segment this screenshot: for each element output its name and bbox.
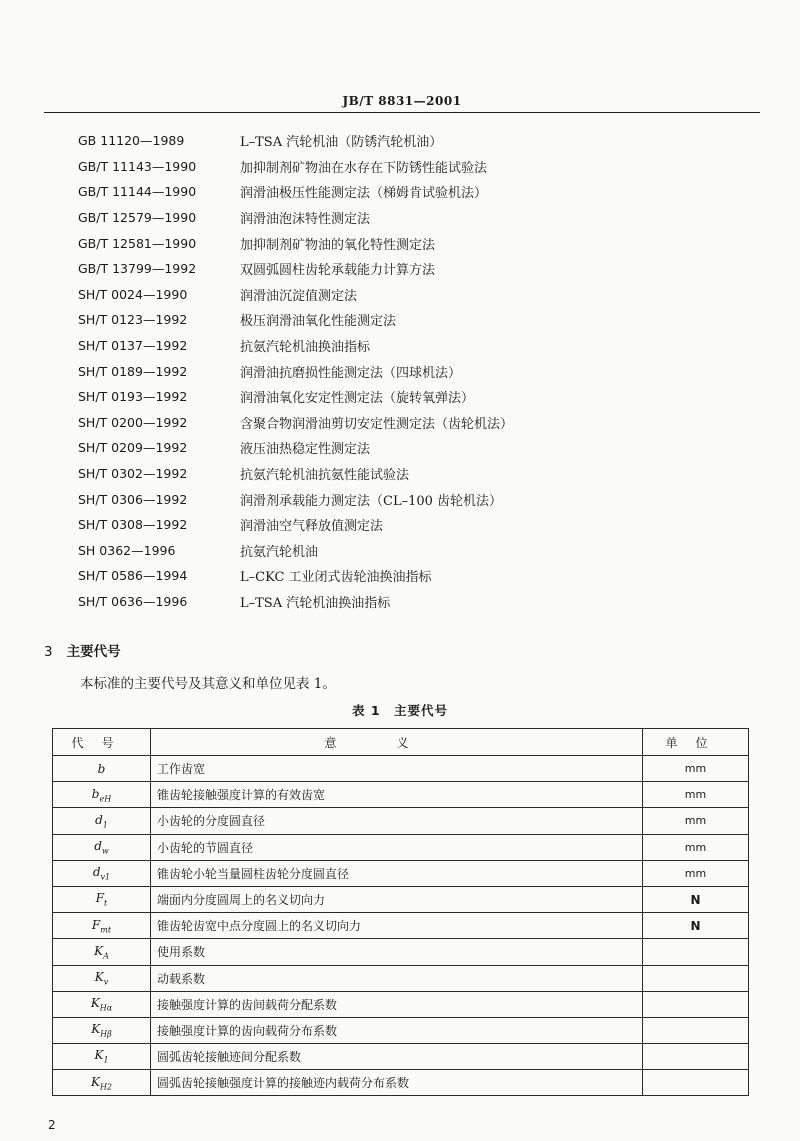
symbol-cell xyxy=(53,1070,151,1096)
reference-title: 润滑油空气释放值测定法 xyxy=(240,519,384,535)
reference-item xyxy=(78,205,758,231)
reference-item xyxy=(78,589,758,615)
unit-cell: N xyxy=(643,913,749,939)
symbol-subscript: eH xyxy=(99,793,112,803)
table-caption: 表 1 主要代号 xyxy=(351,703,449,718)
table-row xyxy=(53,939,749,965)
normative-references-list xyxy=(78,128,758,614)
symbol-letter: d xyxy=(95,812,103,827)
reference-title: 加抑制剂矿物油在水存在下防锈性能试验法 xyxy=(240,160,488,176)
reference-item xyxy=(78,256,758,282)
symbol-letter: K xyxy=(94,943,104,958)
symbol-subscript: Hα xyxy=(99,1003,113,1013)
unit-cell: N xyxy=(643,886,749,912)
meaning-cell: 小齿轮的节圆直径 xyxy=(151,834,643,860)
symbols-table xyxy=(52,728,749,1096)
reference-code: SH/T 0306—1992 xyxy=(78,491,188,507)
reference-item xyxy=(78,563,758,589)
reference-item xyxy=(78,282,758,308)
reference-item xyxy=(78,435,758,461)
reference-code: GB/T 11143—1990 xyxy=(78,158,197,174)
meaning-cell: 端面内分度圆周上的名义切向力 xyxy=(151,886,643,912)
reference-code: SH/T 0302—1992 xyxy=(78,466,188,482)
reference-code: GB/T 12581—1990 xyxy=(78,235,197,251)
page-number: 2 xyxy=(48,1118,56,1132)
reference-title: L–TSA 汽轮机油（防锈汽轮机油） xyxy=(240,135,443,151)
symbol-cell xyxy=(53,913,151,939)
symbol-subscript: A xyxy=(103,951,109,961)
reference-title: L–CKC 工业闭式齿轮油换油指标 xyxy=(240,570,432,586)
table-header-row xyxy=(53,729,749,756)
reference-code: GB/T 12579—1990 xyxy=(78,210,197,226)
section-title: 主要代号 xyxy=(66,644,121,660)
symbol-letter: b xyxy=(91,786,100,801)
unit-cell xyxy=(643,1017,749,1043)
unit-cell xyxy=(643,1044,749,1070)
symbol-subscript: mt xyxy=(100,924,112,934)
header-meaning: 意义 xyxy=(151,729,643,756)
reference-title: 抗氨汽轮机油换油指标 xyxy=(240,340,371,356)
unit-cell xyxy=(643,991,749,1017)
reference-code: SH/T 0193—1992 xyxy=(78,389,188,405)
table-row xyxy=(53,1070,749,1096)
symbol-letter: K xyxy=(91,1022,101,1037)
reference-title: 加抑制剂矿物油的氧化特性测定法 xyxy=(240,237,436,253)
symbol-subscript: Hβ xyxy=(100,1029,112,1039)
reference-code: SH 0362—1996 xyxy=(78,542,176,558)
section-heading xyxy=(44,640,121,660)
table-row xyxy=(53,965,749,991)
table-row xyxy=(53,834,749,860)
symbol-cell xyxy=(53,886,151,912)
unit-cell: mm xyxy=(643,808,749,834)
reference-item xyxy=(78,230,758,256)
symbol-cell xyxy=(53,965,151,991)
reference-title: 抗氨汽轮机油抗氨性能试验法 xyxy=(240,468,410,484)
reference-title: 极压润滑油氧化性能测定法 xyxy=(240,314,397,330)
reference-item xyxy=(78,333,758,359)
reference-item xyxy=(78,358,758,384)
reference-title: L–TSA 汽轮机油换油指标 xyxy=(240,595,391,611)
reference-code: SH/T 0200—1992 xyxy=(78,414,188,430)
meaning-cell: 锥齿轮接触强度计算的有效齿宽 xyxy=(151,782,643,808)
section-number: 3 xyxy=(44,644,53,660)
reference-item xyxy=(78,154,758,180)
reference-title: 润滑油氧化安定性测定法（旋转氧弹法） xyxy=(240,391,475,407)
meaning-cell: 接触强度计算的齿向载荷分布系数 xyxy=(151,1017,643,1043)
table-row xyxy=(53,808,749,834)
unit-cell xyxy=(643,965,749,991)
symbol-cell xyxy=(53,782,151,808)
symbol-letter: K xyxy=(94,1048,104,1063)
reference-title: 润滑剂承载能力测定法（CL–100 齿轮机法） xyxy=(240,493,503,509)
reference-code: GB 11120—1989 xyxy=(78,133,185,149)
reference-title: 润滑油沉淀值测定法 xyxy=(240,288,358,304)
reference-code: SH/T 0308—1992 xyxy=(78,517,188,533)
reference-item xyxy=(78,307,758,333)
symbol-letter: K xyxy=(90,1074,100,1089)
unit-cell xyxy=(643,1070,749,1096)
symbol-cell xyxy=(53,756,151,782)
reference-code: SH/T 0024—1990 xyxy=(78,286,188,302)
intro-paragraph: 本标准的主要代号及其意义和单位见表 1。 xyxy=(80,676,336,692)
reference-item xyxy=(78,512,758,538)
symbol-letter: K xyxy=(90,996,100,1011)
reference-title: 润滑油极压性能测定法（梯姆肯试验机法） xyxy=(240,186,488,202)
meaning-cell: 动载系数 xyxy=(151,965,643,991)
symbol-cell xyxy=(53,860,151,886)
meaning-cell: 使用系数 xyxy=(151,939,643,965)
unit-cell: mm xyxy=(643,782,749,808)
reference-item xyxy=(78,128,758,154)
running-header: JB/T 8831—2001 xyxy=(342,94,462,108)
symbol-subscript: 1 xyxy=(103,1055,109,1065)
table-row xyxy=(53,886,749,912)
symbol-letter: K xyxy=(94,969,104,984)
reference-code: GB/T 13799—1992 xyxy=(78,261,197,277)
table-row xyxy=(53,1044,749,1070)
symbol-subscript: 1 xyxy=(102,820,108,830)
reference-title: 润滑油抗磨损性能测定法（四球机法） xyxy=(240,365,462,381)
symbol-cell xyxy=(53,1017,151,1043)
unit-cell: mm xyxy=(643,834,749,860)
reference-code: SH/T 0137—1992 xyxy=(78,338,188,354)
reference-code: SH/T 0189—1992 xyxy=(78,363,188,379)
symbol-cell xyxy=(53,1044,151,1070)
symbol-letter: d xyxy=(92,865,101,880)
meaning-cell: 锥齿轮齿宽中点分度圆上的名义切向力 xyxy=(151,913,643,939)
reference-title: 抗氨汽轮机油 xyxy=(240,544,319,560)
header-symbol: 代号 xyxy=(53,729,151,756)
meaning-cell: 圆弧齿轮接触强度计算的接触迹内载荷分布系数 xyxy=(151,1070,643,1096)
symbol-subscript: v xyxy=(103,977,109,987)
reference-title: 液压油热稳定性测定法 xyxy=(240,442,371,458)
meaning-cell: 工作齿宽 xyxy=(151,756,643,782)
symbol-cell xyxy=(53,991,151,1017)
reference-item xyxy=(78,384,758,410)
symbol-cell xyxy=(53,808,151,834)
reference-code: GB/T 11144—1990 xyxy=(78,184,197,200)
reference-item xyxy=(78,461,758,487)
header-rule xyxy=(44,112,760,113)
table-row xyxy=(53,860,749,886)
reference-item xyxy=(78,410,758,436)
meaning-cell: 小齿轮的分度圆直径 xyxy=(151,808,643,834)
symbol-subscript: v1 xyxy=(100,872,111,882)
meaning-cell: 锥齿轮小轮当量圆柱齿轮分度圆直径 xyxy=(151,860,643,886)
meaning-cell: 接触强度计算的齿间载荷分配系数 xyxy=(151,991,643,1017)
unit-cell: mm xyxy=(643,860,749,886)
table-row xyxy=(53,913,749,939)
unit-cell xyxy=(643,939,749,965)
header-unit: 单位 xyxy=(643,729,749,756)
reference-title: 含聚合物润滑油剪切安定性测定法（齿轮机法） xyxy=(240,416,514,432)
reference-item xyxy=(78,538,758,564)
reference-code: SH/T 0123—1992 xyxy=(78,312,188,328)
table-row xyxy=(53,756,749,782)
symbol-subscript: w xyxy=(101,846,109,856)
symbol-letter: F xyxy=(91,917,101,932)
symbol-letter: F xyxy=(95,891,105,906)
unit-cell: mm xyxy=(643,756,749,782)
reference-title: 润滑油泡沫特性测定法 xyxy=(240,212,371,228)
reference-code: SH/T 0636—1996 xyxy=(78,593,188,609)
reference-title: 双圆弧圆柱齿轮承载能力计算方法 xyxy=(240,263,436,279)
table-row xyxy=(53,991,749,1017)
symbol-cell xyxy=(53,939,151,965)
table-row xyxy=(53,1017,749,1043)
symbol-letter: d xyxy=(94,838,102,853)
reference-code: SH/T 0586—1994 xyxy=(78,568,188,584)
reference-item xyxy=(78,179,758,205)
reference-item xyxy=(78,486,758,512)
symbol-subscript: H2 xyxy=(99,1082,113,1092)
symbol-cell xyxy=(53,834,151,860)
symbol-letter: b xyxy=(97,761,106,776)
symbol-subscript: t xyxy=(104,898,108,908)
table-row xyxy=(53,782,749,808)
reference-code: SH/T 0209—1992 xyxy=(78,440,188,456)
meaning-cell: 圆弧齿轮接触迹间分配系数 xyxy=(151,1044,643,1070)
